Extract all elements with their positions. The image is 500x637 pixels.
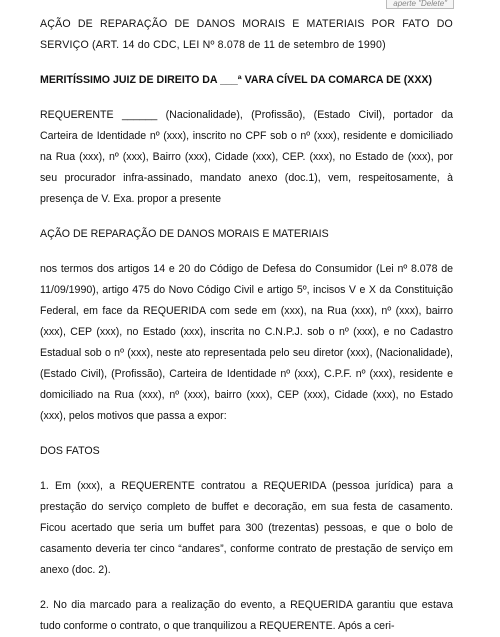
document-page bbox=[40, 14, 453, 637]
fact-paragraph-1: 1. Em (xxx), a REQUERENTE contratou a REQUERIDA (pessoa jurídica) para a prestação do serviço completo de buffet e decoração, em sua festa de casamento. Ficou acertado que seria um buffet para 300 (trezentas) pessoas, e que o bolo de casamento deveria ter cinco “andares”, conforme contrato de prestação de serviço em anexo (doc. 2). bbox=[40, 480, 453, 576]
addressee-heading: MERITÍSSIMO JUIZ DE DIREITO DA ___ª VARA CÍVEL DA COMARCA DE (XXX) bbox=[40, 74, 433, 86]
requerente-paragraph: REQUERENTE ______ (Nacionalidade), (Profissão), (Estado Civil), portador da Carteira de Identidade nº (xxx), inscrito no CPF sob o nº (xxx), residente e domiciliado na Rua (xxx), nº (xxx), Bairro (xxx), Cidade (xxx), CEP. (xxx), no Estado de (xxx), por seu procurador infra-assinado, mandato anexo (doc.1), vem, respeitosamente, à presença de V. Exa. propor a presente bbox=[40, 109, 453, 205]
facts-heading: DOS FATOS bbox=[40, 445, 100, 457]
document-title: AÇÃO DE REPARAÇÃO DE DANOS MORAIS E MATERIAIS POR FATO DO SERVIÇO (ART. 14 do CDC, LEI Nº 8.078 de 11 de setembro de 1990) bbox=[40, 18, 453, 51]
action-subtitle: AÇÃO DE REPARAÇÃO DE DANOS MORAIS E MATERIAIS bbox=[40, 228, 329, 240]
intro-paragraph: nos termos dos artigos 14 e 20 do Código de Defesa do Consumidor (Lei nº 8.078 de 11/09/1990), artigo 475 do Novo Código Civil e artigo 5º, incisos V e X da Constituição Federal, em face da REQUERIDA com sede em (xxx), na Rua (xxx), nº (xxx), bairro (xxx), CEP (xxx), no Estado (xxx), inscrita no C.N.P.J. sob o nº (xxx), e no Cadastro Estadual sob o nº (xxx), neste ato representada pelo seu diretor (xxx), (Nacionalidade), (Estado Civil), (Profissão), Carteira de Identidade nº (xxx), C.P.F. nº (xxx), residente e domiciliado na Rua (xxx), nº (xxx), bairro (xxx), CEP (xxx), Cidade (xxx), no Estado (xxx), pelos motivos que passa a expor: bbox=[40, 263, 453, 422]
fact-paragraph-2: 2. No dia marcado para a realização do evento, a REQUERIDA garantiu que estava tudo conforme o contrato, o que tranquilizou a REQUERENTE. Após a ceri- bbox=[40, 599, 453, 632]
delete-hint-tooltip: aperte "Delete" bbox=[386, 0, 454, 9]
